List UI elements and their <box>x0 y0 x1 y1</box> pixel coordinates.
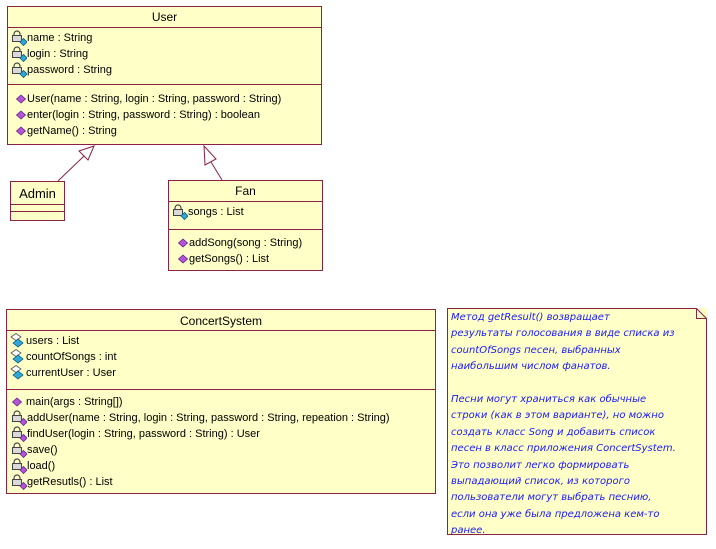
user-class-title: User <box>8 7 321 28</box>
attribute-row[interactable]: name : String <box>11 30 321 46</box>
operation-row[interactable]: addUser(name : String, login : String, password : String, repeation : String) <box>11 410 435 426</box>
operation-icon <box>11 394 26 410</box>
attribute-row[interactable]: users : List <box>10 333 435 349</box>
operation-row[interactable]: main(args : String[]) <box>11 394 435 410</box>
attribute-icon <box>10 349 26 365</box>
note-line: создать класс Song и добавить список <box>451 426 656 438</box>
operation-row[interactable]: enter(login : String, password : String) : boolean <box>15 107 321 123</box>
lock-attribute-icon <box>11 30 27 46</box>
operation-icon <box>15 107 27 123</box>
operation-row[interactable]: getSongs() : List <box>177 251 322 267</box>
lock-operation-icon <box>11 442 27 458</box>
attribute-row[interactable]: countOfSongs : int <box>10 349 435 365</box>
user-operations <box>8 85 321 139</box>
operation-row[interactable]: getResutls() : List <box>11 474 435 490</box>
admin-class-title: Admin <box>11 182 64 205</box>
lock-attribute-icon <box>11 62 27 78</box>
user-class[interactable] <box>7 6 322 145</box>
note-line: наибольшим числом фанатов. <box>451 361 611 373</box>
lock-operation-icon <box>11 474 27 490</box>
fan-generalization-line[interactable] <box>211 162 222 180</box>
note-line: песен в класс приложения ConcertSystem. <box>451 443 676 455</box>
attribute-row[interactable]: songs : List <box>172 204 322 220</box>
operation-icon <box>177 251 189 267</box>
fan-operations <box>169 230 322 267</box>
operation-row[interactable]: getName() : String <box>15 123 321 139</box>
admin-operations <box>11 212 64 220</box>
operation-icon <box>15 123 27 139</box>
admin-attributes <box>11 205 64 212</box>
concert-system-attributes <box>7 331 435 390</box>
admin-generalization-line[interactable] <box>58 156 84 181</box>
operation-icon <box>15 91 27 107</box>
attribute-row[interactable]: currentUser : User <box>10 365 435 381</box>
note-text <box>451 310 697 539</box>
concert-system-operations <box>7 390 435 490</box>
note-line: Метод getResult() возвращает <box>451 312 610 323</box>
fan-attributes <box>169 202 322 230</box>
fan-generalization-arrowhead <box>204 146 216 165</box>
lock-operation-icon <box>11 458 27 474</box>
operation-icon <box>177 235 189 251</box>
operation-row[interactable]: findUser(login : String, password : String) : User <box>11 426 435 442</box>
note-line: результаты голосования в виде списка из <box>451 328 675 340</box>
operation-row[interactable]: User(name : String, login : String, password : String) <box>15 91 321 107</box>
operation-row[interactable]: save() <box>11 442 435 458</box>
note-line: Песни могут храниться как обычные <box>451 393 647 405</box>
lock-operation-icon <box>11 426 27 442</box>
operation-row[interactable]: load() <box>11 458 435 474</box>
design-note[interactable] <box>447 308 707 535</box>
attribute-row[interactable]: password : String <box>11 62 321 78</box>
note-line: ранее. <box>451 525 486 537</box>
note-line: если она уже была предложена кем-то <box>451 508 660 520</box>
admin-class[interactable] <box>10 181 65 221</box>
operation-row[interactable]: addSong(song : String) <box>177 235 322 251</box>
note-line: пользователи могут выбрать песнию, <box>451 492 652 504</box>
note-line: строки (как в этом варианте), но можно <box>451 410 664 422</box>
fan-class[interactable] <box>168 180 323 271</box>
concert-system-class[interactable] <box>6 309 436 494</box>
fan-class-title: Fan <box>169 181 322 202</box>
note-line: выпадающий список, из которого <box>451 475 630 487</box>
note-line: Это позволит легко формировать <box>451 459 630 471</box>
lock-attribute-icon <box>11 46 27 62</box>
user-attributes <box>8 28 321 85</box>
attribute-row[interactable]: login : String <box>11 46 321 62</box>
note-line <box>451 376 697 392</box>
lock-operation-icon <box>11 410 27 426</box>
concert-system-class-title: ConcertSystem <box>7 310 435 331</box>
attribute-icon <box>10 333 26 349</box>
note-line: countOfSongs песен, выбранных <box>451 344 621 356</box>
attribute-icon <box>10 365 26 381</box>
admin-generalization-arrowhead <box>79 146 94 160</box>
lock-attribute-icon <box>172 204 188 220</box>
